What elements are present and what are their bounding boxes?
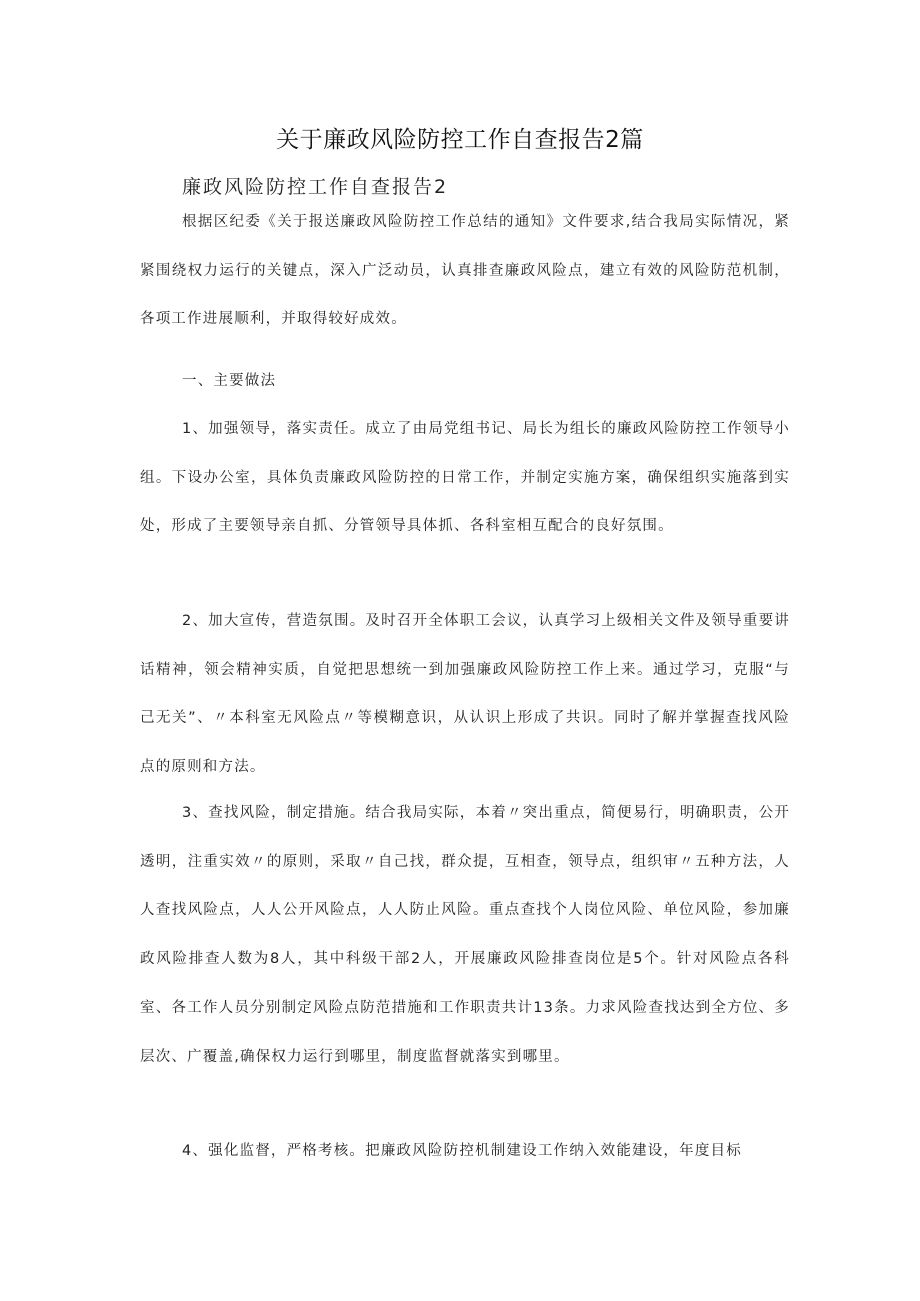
document-title: 关于廉政风险防控工作自查报告2篇 — [276, 127, 644, 153]
paragraph-2: 2、加大宣传，营造氛围。及时召开全体职工会议，认真学习上级相关文件及领导重要讲话精神，领会精神实质，自觉把思想统一到加强廉政风险防控工作上来。通过学习，克服“与己无关”、〃本科室无风险点〃等模糊意识，从认识上形成了共识。同时了解并掌握查找风险点的原则和方法。 — [140, 613, 790, 776]
section-heading: 一、主要做法 — [182, 373, 277, 389]
paragraph-3: 3、查找风险，制定措施。结合我局实际，本着〃突出重点，简便易行，明确职责，公开透明，注重实效〃的原则，采取〃自己找，群众提，互相查，领导点，组织审〃五种方法，人人查找风险点，人人公开风险点，人人防止风险。重点查找个人岗位风险、单位风险，参加廉政风险排查人数为8人，其中科级干部2人，开展廉政风险排查岗位是5个。针对风险点各科室、各工作人员分别制定风险点防范措施和工作职责共计13条。力求风险查找达到全方位、多层次、广覆盖,确保权力运行到哪里，制度监督就落实到哪里。 — [140, 805, 790, 1065]
intro-paragraph: 根据区纪委《关于报送廉政风险防控工作总结的通知》文件要求,结合我局实际情况，紧紧围绕权力运行的关键点，深入广泛动员，认真排查廉政风险点，建立有效的风险防范机制，各项工作进展顺利，并取得较好成效。 — [140, 214, 790, 328]
document-subtitle: 廉政风险防控工作自查报告2 — [182, 176, 449, 198]
paragraph-4: 4、强化监督，严格考核。把廉政风险防控机制建设工作纳入效能建设，年度目标 — [182, 1143, 742, 1159]
paragraph-1: 1、加强领导，落实责任。成立了由局党组书记、局长为组长的廉政风险防控工作领导小组。下设办公室，具体负责廉政风险防控的日常工作，并制定实施方案，确保组织实施落到实处，形成了主要领导亲自抓、分管领导具体抓、各科室相互配合的良好氛围。 — [140, 421, 790, 535]
